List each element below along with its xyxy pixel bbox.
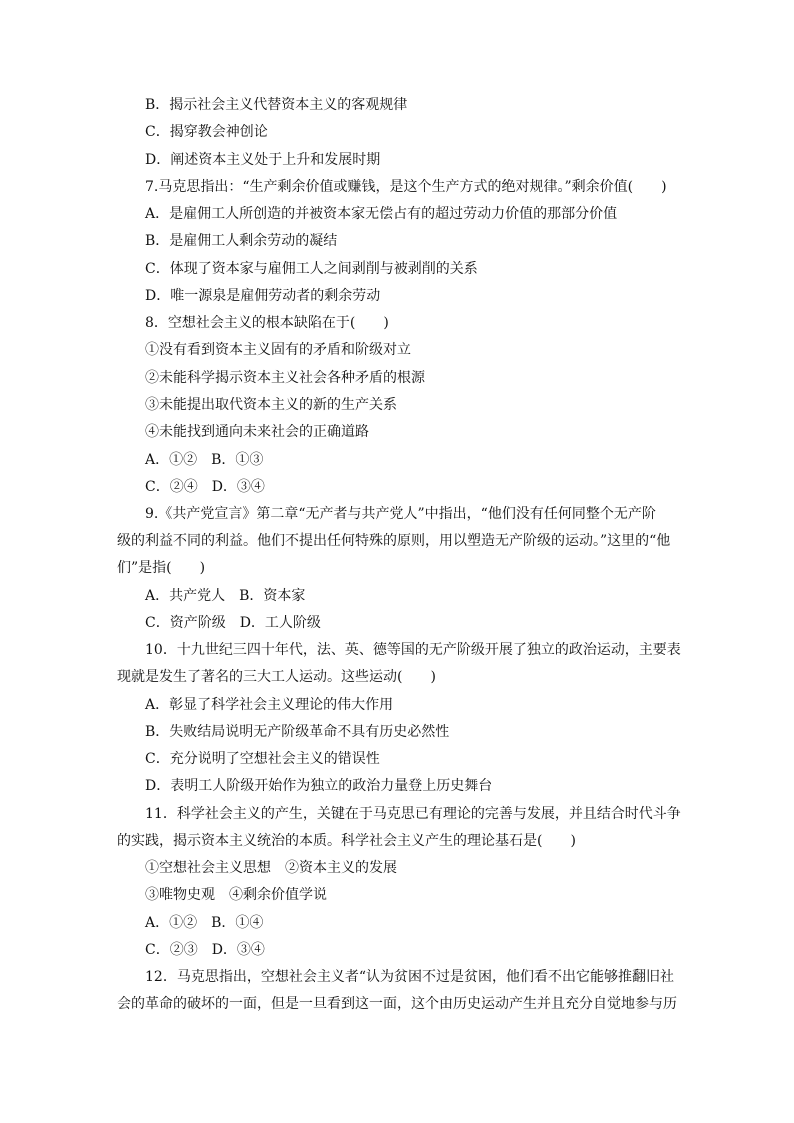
q11-stem-line-2: 的实践，揭示资本主义统治的本质。科学社会主义产生的理论基石是( ) xyxy=(117,833,576,849)
q10-option-a: A．彰显了科学社会主义理论的伟大作用 xyxy=(145,697,394,713)
q7-option-c: C．体现了资本家与雇佣工人之间剥削与被剥削的关系 xyxy=(145,261,478,277)
q12-stem-line-2: 会的革命的破坏的一面，但是一旦看到这一面，这个由历史运动产生并且充分自觉地参与历 xyxy=(117,996,677,1012)
q8-statement-1: ①没有看到资本主义固有的矛盾和阶级对立 xyxy=(145,342,411,358)
q8-statement-4: ④未能找到通向未来社会的正确道路 xyxy=(145,424,369,440)
q7-option-b: B．是雇佣工人剩余劳动的凝结 xyxy=(145,233,338,249)
q8-options-ab: A．①② B．①③ xyxy=(145,452,264,468)
q10-option-b: B．失败结局说明无产阶级革命不具有历史必然性 xyxy=(145,724,450,740)
q10-stem-line-2: 现就是发生了著名的三大工人运动。这些运动( ) xyxy=(117,669,436,685)
q7-stem: 7.马克思指出：“生产剩余价值或赚钱，是这个生产方式的绝对规律。”剩余价值( ) xyxy=(145,179,667,195)
q9-stem-line-3: 们”是指( ) xyxy=(117,560,206,576)
q8-stem: 8．空想社会主义的根本缺陷在于( ) xyxy=(145,315,389,331)
q6-option-d: D．阐述资本主义处于上升和发展时期 xyxy=(145,152,381,168)
q11-options-ab: A．①② B．①④ xyxy=(145,915,264,931)
q7-option-a: A．是雇佣工人所创造的并被资本家无偿占有的超过劳动力价值的那部分价值 xyxy=(145,206,618,222)
q8-statement-3: ③未能提出取代资本主义的新的生产关系 xyxy=(145,397,397,413)
q6-option-c: C．揭穿教会神创论 xyxy=(145,124,268,140)
q11-options-cd: C．②③ D．③④ xyxy=(145,942,265,958)
q7-option-d: D．唯一源泉是雇佣劳动者的剩余劳动 xyxy=(145,288,381,304)
q10-stem-line-1: 10．十九世纪三四十年代，法、英、德等国的无产阶级开展了独立的政治运动，主要表 xyxy=(145,642,681,658)
q9-stem-line-1: 9.《共产党宣言》第二章“无产者与共产党人”中指出，“他们没有任何同整个无产阶 xyxy=(145,506,656,522)
q11-stem-line-1: 11．科学社会主义的产生，关键在于马克思已有理论的完善与发展，并且结合时代斗争 xyxy=(145,806,681,822)
q10-option-d: D．表明工人阶级开始作为独立的政治力量登上历史舞台 xyxy=(145,778,493,794)
q8-options-cd: C．②④ D．③④ xyxy=(145,479,265,495)
q9-stem-line-2: 级的利益不同的利益。他们不提出任何特殊的原则，用以塑造无产阶级的运动。”这里的“他 xyxy=(117,533,671,549)
q8-statement-2: ②未能科学揭示资本主义社会各种矛盾的根源 xyxy=(145,370,425,386)
q12-stem-line-1: 12．马克思指出，空想社会主义者“认为贫困不过是贫困，他们看不出它能够推翻旧社 xyxy=(145,969,674,985)
q9-options-ab: A．共产党人 B．资本家 xyxy=(145,588,306,604)
q6-option-b: B．揭示社会主义代替资本主义的客观规律 xyxy=(145,97,408,113)
q11-statements-12: ①空想社会主义思想 ②资本主义的发展 xyxy=(145,860,397,876)
q9-options-cd: C．资产阶级 D．工人阶级 xyxy=(145,615,321,631)
q11-statements-34: ③唯物史观 ④剩余价值学说 xyxy=(145,887,327,903)
q10-option-c: C．充分说明了空想社会主义的错误性 xyxy=(145,751,380,767)
